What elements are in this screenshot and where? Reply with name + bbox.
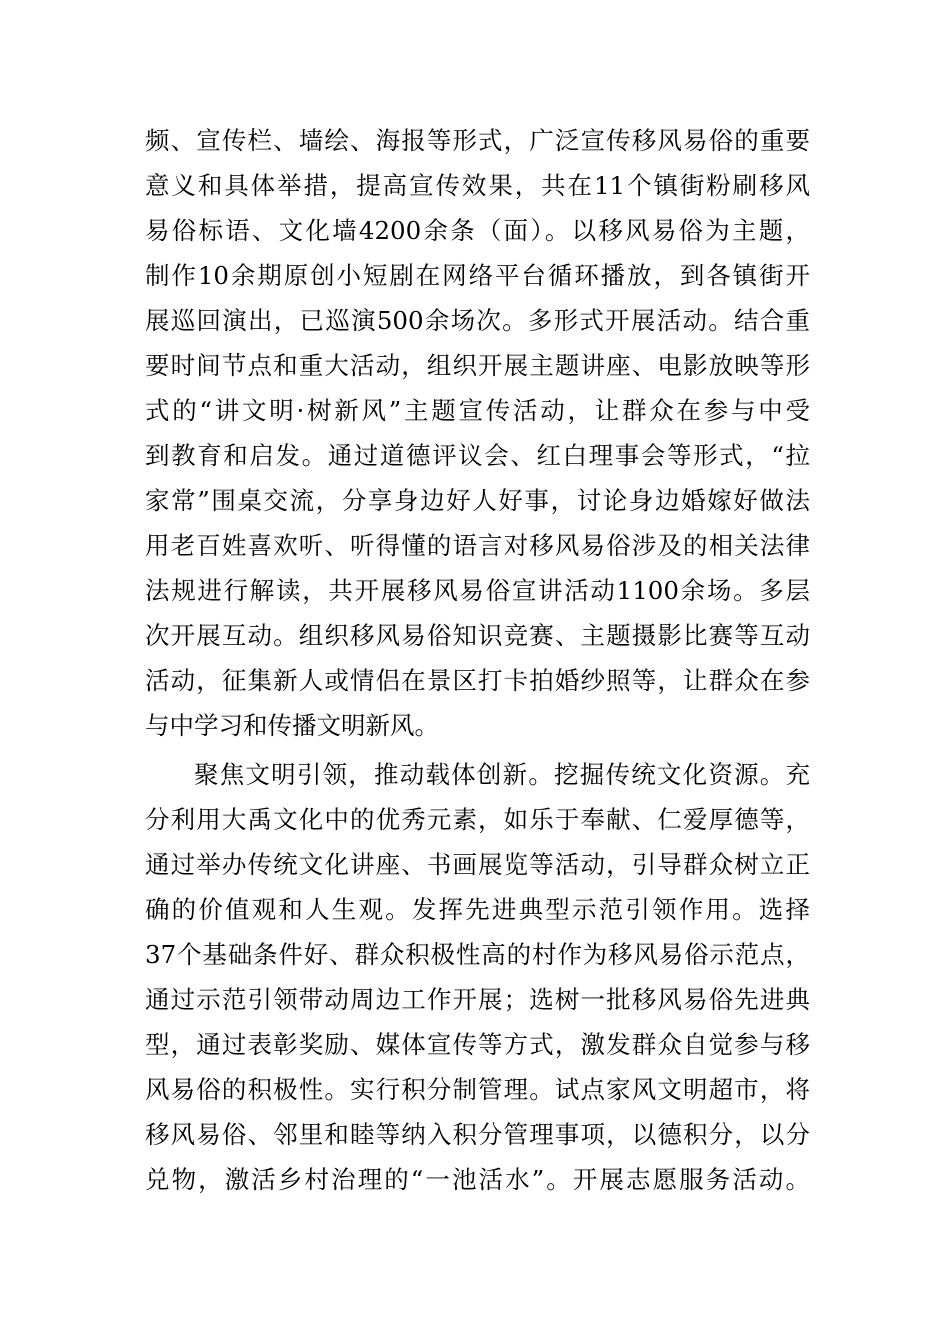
text-line: 型，通过表彰奖励、媒体宣传等方式，激发群众自觉参与移 xyxy=(145,1030,810,1059)
text-line: 活动，征集新人或情侣在景区打卡拍婚纱照等，让群众在参 xyxy=(145,666,810,695)
text-line: 意义和具体举措，提高宣传效果，共在11个镇街粉刷移风 xyxy=(145,171,810,200)
paragraph xyxy=(145,752,810,1202)
text-line: 与中学习和传播文明新风。 xyxy=(145,711,439,740)
paragraph xyxy=(145,118,810,748)
text-line: 37个基础条件好、群众积极性高的村作为移风易俗示范点， xyxy=(145,940,810,969)
text-line: 兑物，激活乡村治理的“一池活水”。开展志愿服务活动。 xyxy=(145,1165,810,1194)
document-body xyxy=(145,118,810,1202)
text-line: 展巡回演出，已巡演500余场次。多形式开展活动。结合重 xyxy=(145,306,810,335)
text-line: 确的价值观和人生观。发挥先进典型示范引领作用。选择 xyxy=(145,895,810,924)
text-line: 频、宣传栏、墙绘、海报等形式，广泛宣传移风易俗的重要 xyxy=(145,126,810,155)
text-line: 家常”围桌交流，分享身边好人好事，讨论身边婚嫁好做法 xyxy=(145,486,810,515)
text-line: 移风易俗、邻里和睦等纳入积分管理事项，以德积分，以分 xyxy=(145,1120,810,1149)
text-line: 用老百姓喜欢听、听得懂的语言对移风易俗涉及的相关法律 xyxy=(145,531,810,560)
text-line: 通过示范引领带动周边工作开展；选树一批移风易俗先进典 xyxy=(145,985,810,1014)
text-line: 易俗标语、文化墙4200余条（面）。以移风易俗为主题， xyxy=(145,216,810,245)
text-line: 制作10余期原创小短剧在网络平台循环播放，到各镇街开 xyxy=(145,261,810,290)
text-line: 要时间节点和重大活动，组织开展主题讲座、电影放映等形 xyxy=(145,351,810,380)
text-line: 式的“讲文明·树新风”主题宣传活动，让群众在参与中受 xyxy=(145,396,810,425)
text-line: 通过举办传统文化讲座、书画展览等活动，引导群众树立正 xyxy=(145,850,810,879)
text-line: 到教育和启发。通过道德评议会、红白理事会等形式，“拉 xyxy=(145,441,810,470)
text-line: 聚焦文明引领，推动载体创新。挖掘传统文化资源。充 xyxy=(194,760,810,789)
text-line: 风易俗的积极性。实行积分制管理。试点家风文明超市，将 xyxy=(145,1075,810,1104)
text-line: 法规进行解读，共开展移风易俗宣讲活动1100余场。多层 xyxy=(145,576,810,605)
text-line: 分利用大禹文化中的优秀元素，如乐于奉献、仁爱厚德等， xyxy=(145,805,810,834)
text-line: 次开展互动。组织移风易俗知识竞赛、主题摄影比赛等互动 xyxy=(145,621,810,650)
